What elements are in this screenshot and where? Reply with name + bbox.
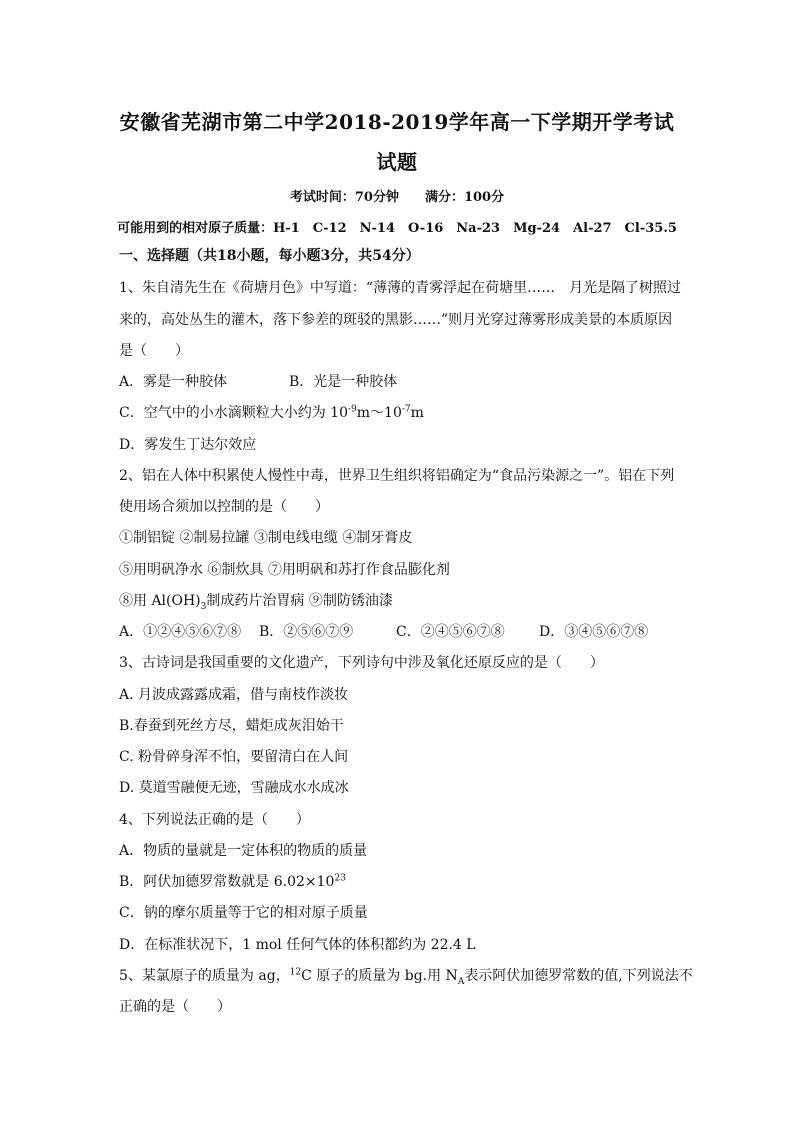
question-5-text: 5、某氯原子的质量为 ag，$^{12}$C 原子的质量为 bg.用 $N_A$表示阿伏加德罗常数的值,下列说法不 — [119, 967, 693, 987]
question-3-option-c: C. 粉骨碎身浑不怕，要留清白在人间 — [119, 749, 349, 765]
question-2-text: 使用场合须加以控制的是（ ） — [119, 499, 329, 515]
question-4-option-c: C．钠的摩尔质量等于它的相对原子质量 — [119, 905, 368, 921]
question-3-option-b: B.春蚕到死丝方尽，蜡炬成灰泪始干 — [119, 718, 344, 734]
question-2-option-c: C．②④⑤⑥⑦⑧ — [396, 624, 505, 640]
section-heading: 一、选择题（共18小题，每小题3分，共54分） — [119, 248, 420, 264]
question-2-list: ①制铝锭 ②制易拉罐 ③制电线电缆 ④制牙膏皮 — [119, 530, 413, 546]
question-2-list: ⑧用 $Al(OH)_3$制成药片治胃病 ⑨制防锈油漆 — [119, 593, 393, 612]
question-1-option-d: D．雾发生丁达尔效应 — [119, 437, 257, 453]
question-5-text: 正确的是（ ） — [119, 999, 231, 1015]
question-1-option-a: A．雾是一种胶体 — [119, 374, 228, 390]
question-1-text: 是（ ） — [119, 343, 189, 359]
question-3-text: 3、古诗词是我国重要的文化遗产，下列诗句中涉及氧化还原反应的是（ ） — [119, 655, 604, 671]
question-1-option-c: C．空气中的小水滴颗粒大小约为 $10^{-9}m\sim 10^{-7}m$ — [119, 404, 424, 421]
question-4-text: 4、下列说法正确的是（ ） — [119, 812, 310, 828]
question-2-option-b: B．②⑤⑥⑦⑨ — [259, 624, 354, 640]
atomic-mass-info: 可能用到的相对原子质量：H-1 C-12 N-14 O-16 Na-23 Mg-24 Al-27 Cl-35.5 — [117, 221, 677, 236]
question-1-text: 1、朱自清先生在《荷塘月色》中写道：“薄薄的青雾浮起在荷塘里…… 月光是隔了树照过 — [119, 280, 682, 296]
question-2-option-d: D．③④⑤⑥⑦⑧ — [539, 624, 649, 640]
question-4-option-b: B．阿伏加德罗常数就是 $6.02\times 10^{23}$ — [119, 873, 346, 890]
question-2-text: 2、铝在人体中积累使人慢性中毒，世界卫生组织将铝确定为“食品污染源之一”。铝在下列 — [119, 468, 675, 484]
question-1-text: 来的，高处丛生的灌木，落下参差的斑驳的黑影……”则月光穿过薄雾形成美景的本质原因 — [119, 312, 673, 328]
exam-info: 考试时间：70分钟 满分：100分 — [289, 190, 505, 205]
question-4-option-d: D．在标准状况下，1 mol 任何气体的体积都约为 22.4 L — [119, 937, 476, 953]
question-3-option-a: A. 月波成露露成霜，借与南枝作淡妆 — [119, 687, 349, 703]
question-2-list: ⑤用明矾净水 ⑥制炊具 ⑦用明矾和苏打作食品膨化剂 — [119, 562, 450, 578]
exam-title-continued: 试题 — [376, 150, 418, 174]
question-1-option-b: B．光是一种胶体 — [289, 374, 398, 390]
question-3-option-d: D. 莫道雪融便无迹，雪融成水水成冰 — [119, 780, 349, 796]
exam-title: 安徽省芜湖市第二中学2018-2019学年高一下学期开学考试 — [119, 110, 675, 134]
question-4-option-a: A．物质的量就是一定体积的物质的质量 — [119, 843, 368, 859]
question-2-option-a: A．①②④⑤⑥⑦⑧ — [119, 624, 242, 640]
